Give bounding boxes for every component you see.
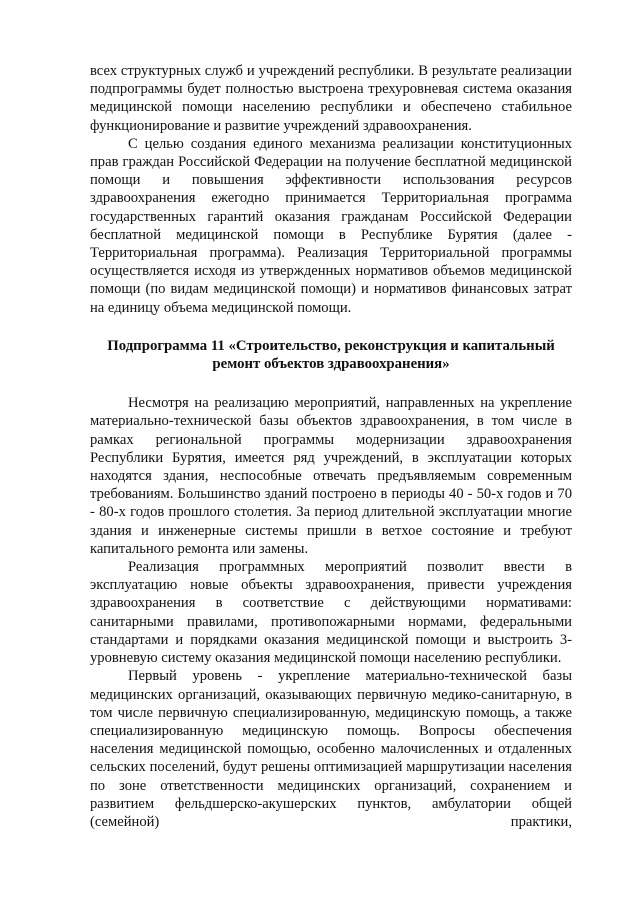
section-heading-line-2: ремонт объектов здравоохранения» — [212, 356, 450, 373]
section-heading-line-1: Подпрограмма 11 «Строительство, реконструкция и капитальный — [107, 337, 555, 354]
paragraph-5: Первый уровень - укрепление материально-технической базы медицинских организаций, оказывающих первичную медико-санитарную, в том числе первичную специализированную, медицинскую помощь, а также специализированную медицинскую помощь. Вопросы обеспечения населения медицинской помощью, особенно малочисленных и отдаленных сельских поселений, будут решены оптимизацией маршрутизации населения по зоне ответственности медицинских организаций, сохранением и развитием фельдшерско-акушерских пунктов, амбулатории общей (семейной) практики, — [90, 668, 572, 830]
paragraph-1: всех структурных служб и учреждений республики. В результате реализации подпрограммы будет полностью выстроена трехуровневая система оказания медицинской помощи населению республики и обеспечено стабильное функционирование и развитие учреждений здравоохранения. — [90, 63, 572, 134]
section-heading — [90, 337, 572, 373]
paragraph-4: Реализация программных мероприятий позволит ввести в эксплуатацию новые объекты здравоохранения, привести учреждения здравоохранения в соответствие с действующими нормативами: санитарными правилами, противопожарными нормами, федеральными стандартами и порядками оказания медицинской помощи и выстроить 3-уровневую систему оказания медицинской помощи населению республики. — [90, 559, 572, 667]
document-body — [90, 62, 572, 831]
paragraph-2: С целью создания единого механизма реализации конституционных прав граждан Российской Федерации на получение бесплатной медицинской помощи и повышения эффективности использования ресурсов здравоохранения ежегодно принимается Территориальная программа государственных гарантий оказания гражданам Российской Федерации бесплатной медицинской помощи в Республике Бурятия (далее - Территориальная программа). Реализация Территориальной программы осуществляется исходя из утвержденных нормативов объемов медицинской помощи (по видам медицинской помощи) и нормативов финансовых затрат на единицу объема медицинской помощи. — [90, 135, 572, 316]
paragraph-3: Несмотря на реализацию мероприятий, направленных на укрепление материально-технической базы объектов здравоохранения, в том числе в рамках региональной программы модернизации здравоохранения Республики Бурятия, имеется ряд учреждений, в эксплуатации которых находятся здания, неспособные отвечать предъявляемым современным требованиям. Большинство зданий построено в периоды 40 - 50-х годов и 70 - 80-х годов прошлого столетия. За период длительной эксплуатации многие здания и инженерные системы пришли в ветхое состояние и требуют капитального ремонта или замены. — [90, 395, 572, 557]
